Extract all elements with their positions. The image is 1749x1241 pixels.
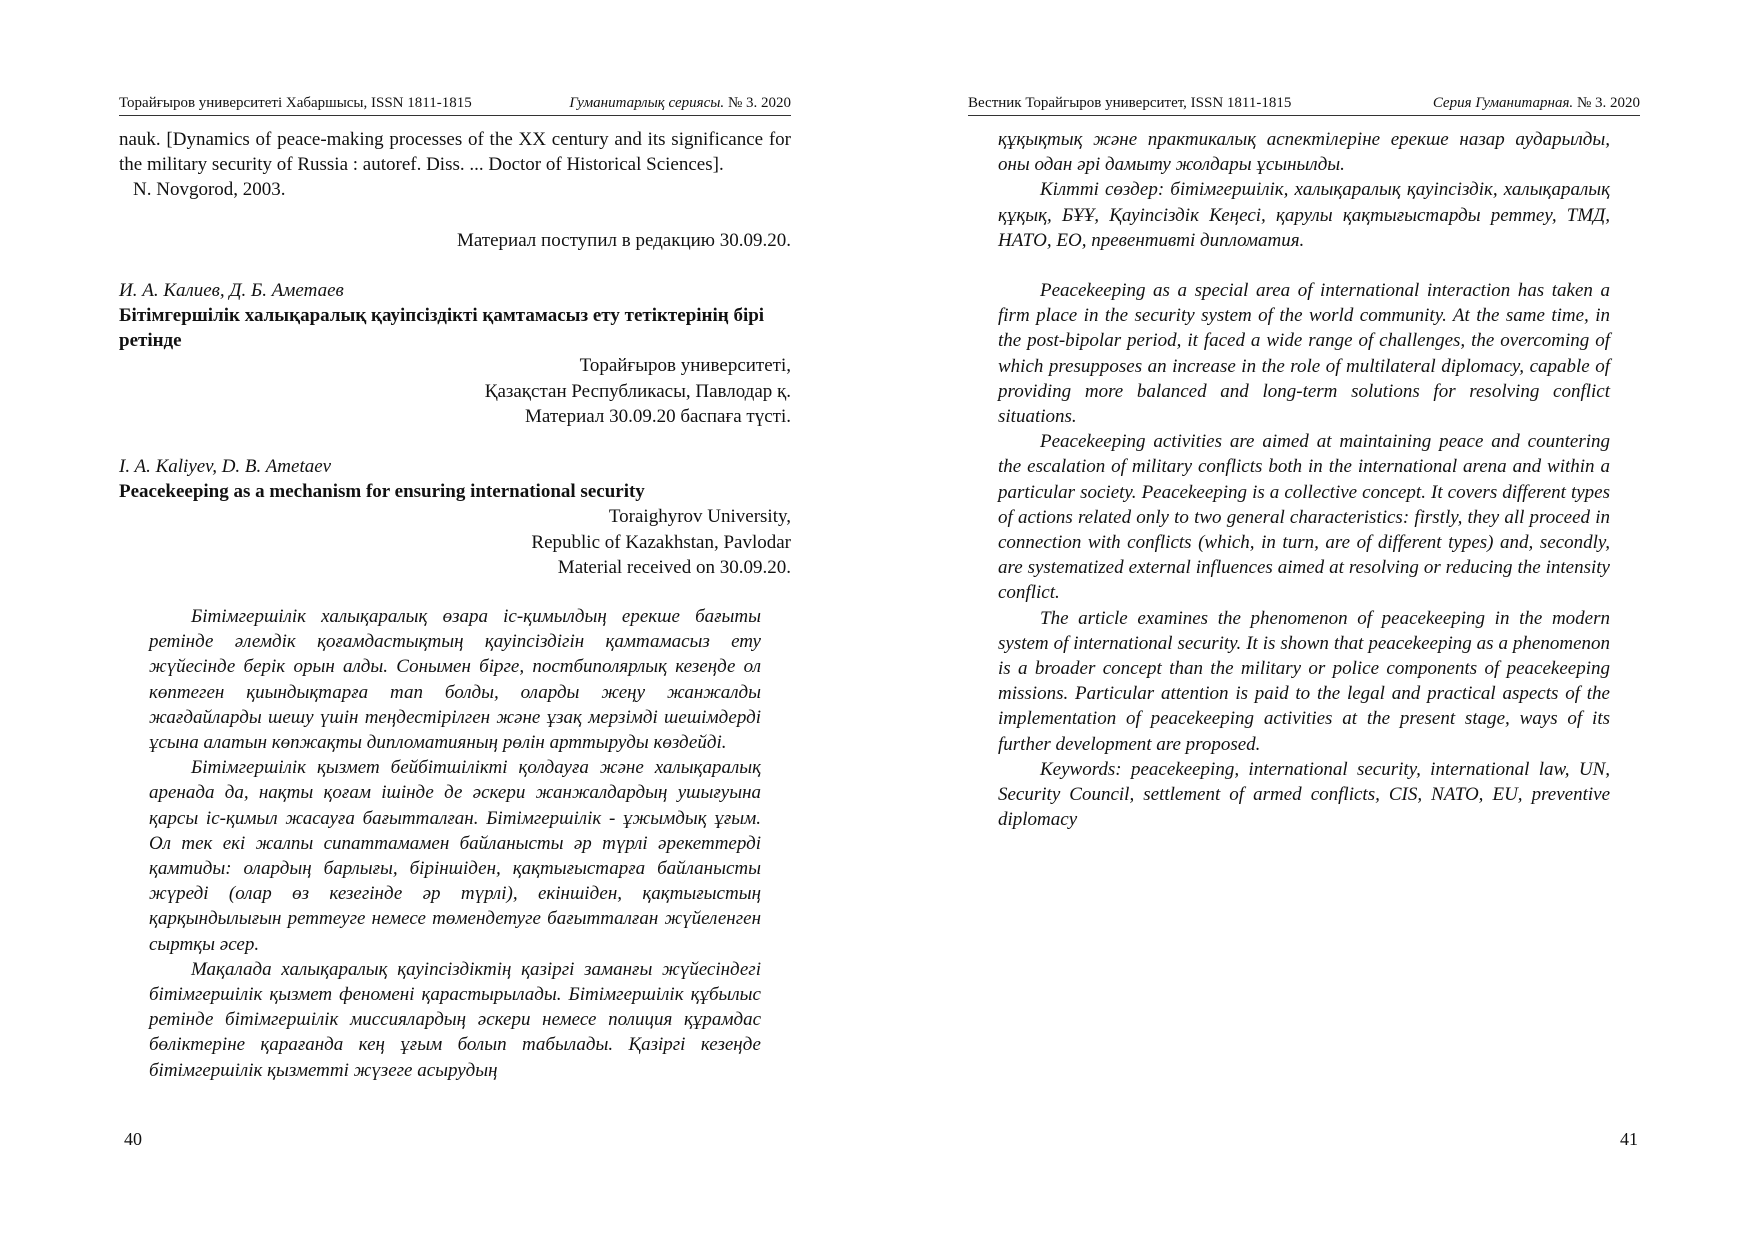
- left-page: [0, 0, 874, 1241]
- running-header: [968, 93, 1640, 116]
- journal-name: Торайғыров университеті Хабаршысы, ISSN 1811-1815: [119, 95, 472, 111]
- en-title: Peacekeeping as a mechanism for ensuring international security: [119, 481, 645, 503]
- kz-received-line: Материал 30.09.20 баспаға түсті.: [525, 405, 791, 427]
- received-note-ru: Материал поступил в редакцию 30.09.20.: [456, 229, 791, 251]
- reference-text: nauk. [Dynamics of peace-making processes of the XX century and its significance for the military security of Russia : autoref. Diss. ... Doctor of Historical Sciences].: [119, 129, 791, 176]
- kz-abstract-continuation: құқықтық және практикалық аспектілеріне ерекше назар аударылды, оны одан әрі дамыту жолдары ұсынылды.: [998, 129, 1610, 176]
- series-name: Серия Гуманитарная.: [1432, 95, 1574, 111]
- kz-keywords: Кілтті сөздер: бітімгершілік, халықаралық қауіпсіздік, халықаралық құқық, БҰҰ, Қауіпсіздік Кеңесі, қарулы қақтығыстарды реттеу, ТМД, НАТО, ЕО, превентивті дипломатия.: [998, 179, 1610, 251]
- kz-abstract: [149, 604, 761, 1083]
- kz-abstract-paragraph: Бітімгершілік халықаралық өзара іс-қимылдың ерекше бағыты ретінде әлемдік қоғамдастықтың қауіпсіздігін қамтамасыз ету жүйесінде берік орын алды. Сонымен бірге, постбиполярлық кезеңде ол көптеген қиындықтарға тап болды, оларды жеңу жанжалды жағдайларды шешу үшін теңдестірілген және ұзақ мерзімді шешімдерді ұсына алатын көпжақты дипломатияның рөлін арттыруды көздейді.: [149, 606, 761, 754]
- journal-name: Вестник Торайгыров университет, ISSN 1811-1815: [968, 95, 1292, 111]
- kz-abstract-paragraph: Мақалада халықаралық қауіпсіздіктің қазіргі заманғы жүйесіндегі бітімгершілік қызмет феномені қарастырылады. Бітімгершілік құбылыс ретінде бітімгершілік миссиялардың әскери немесе полиция құрамдас бөліктеріне қарағанда кең ұғым болып табылады. Қазіргі кезеңде бітімгершілік қызметті жүзеге асырудың: [149, 958, 761, 1081]
- page-number: 41: [1620, 1129, 1638, 1149]
- en-received-line: Material received on 30.09.20.: [557, 556, 791, 578]
- kz-authors: И. А. Калиев, Д. Б. Аметаев: [119, 279, 344, 301]
- series-issue: [1433, 93, 1640, 113]
- page-number: 40: [124, 1129, 142, 1149]
- kz-abstract-paragraph: Бітімгершілік қызмет бейбітшілікті қолдауға және халықаралық аренада да, нақты қоғам ішінде де әскери жанжалдардың ушығуына қарсы іс-қимыл жасауға бағытталған. Бітімгершілік - ұжымдық ұғым. Ол тек екі жалпы сипаттамамен байланысты әр түрлі әрекеттерді қамтиды: олардың барлығы, біріншіден, қақтығыстарға байланысты жүреді (олар өз кезегінде әр түрлі), екіншіден, қақтығыстың қарқындылығын реттеуге немесе төмендетуге бағытталған жүйеленген сыртқы әсер.: [149, 757, 761, 955]
- series-name: Гуманитарлық сериясы.: [569, 95, 725, 111]
- right-column: [998, 127, 1610, 832]
- en-authors: I. A. Kaliyev, D. B. Ametaev: [119, 456, 332, 478]
- left-top-column: [119, 127, 791, 580]
- issue-number: № 3. 2020: [727, 95, 791, 111]
- en-abstract-paragraph: The article examines the phenomenon of peacekeeping in the modern system of international security. It is shown that peacekeeping as a phenomenon is a broader concept than the military or police components of peacekeeping missions. Particular attention is paid to the legal and practical aspects of the implementation of peacekeeping activities at the present stage, ways of its further development are proposed.: [998, 607, 1610, 755]
- kz-affiliation-line: Торайғыров университеті,: [579, 355, 791, 377]
- reference-place: N. Novgorod, 2003.: [133, 179, 286, 201]
- series-issue: [569, 93, 791, 113]
- en-affiliation-line: Republic of Kazakhstan, Pavlodar: [531, 531, 791, 553]
- right-page: [874, 0, 1749, 1241]
- kz-affiliation-line: Қазақстан Республикасы, Павлодар қ.: [484, 380, 791, 402]
- kz-title: Бітімгершілік халықаралық қауіпсіздікті қамтамасыз ету тетіктерінің бірі ретінде: [119, 305, 765, 352]
- en-abstract-paragraph: Peacekeeping activities are aimed at maintaining peace and countering the escalation of military conflicts both in the international arena and within a particular society. Peacekeeping is a collective concept. It covers different types of actions related only to two general characteristics: firstly, they all proceed in connection with conflicts (which, in turn, are of different types) and, secondly, are systematized external influences aimed at resolving or reducing the intensity conflict.: [998, 431, 1610, 604]
- issue-number: № 3. 2020: [1576, 95, 1640, 111]
- en-affiliation-line: Toraighyrov University,: [608, 506, 791, 528]
- en-keywords: Keywords: peacekeeping, international security, international law, UN, Security Council, settlement of armed conflicts, CIS, NATO, EU, preventive diplomacy: [998, 758, 1610, 831]
- running-header: [119, 93, 791, 116]
- en-abstract-paragraph: Peacekeeping as a special area of international interaction has taken a firm place in the security system of the world community. At the same time, in the post-bipolar period, it faced a wide range of challenges, the overcoming of which presupposes an increase in the role of multilateral diplomacy, capable of providing more balanced and long-term solutions for resolving conflict situations.: [998, 280, 1610, 428]
